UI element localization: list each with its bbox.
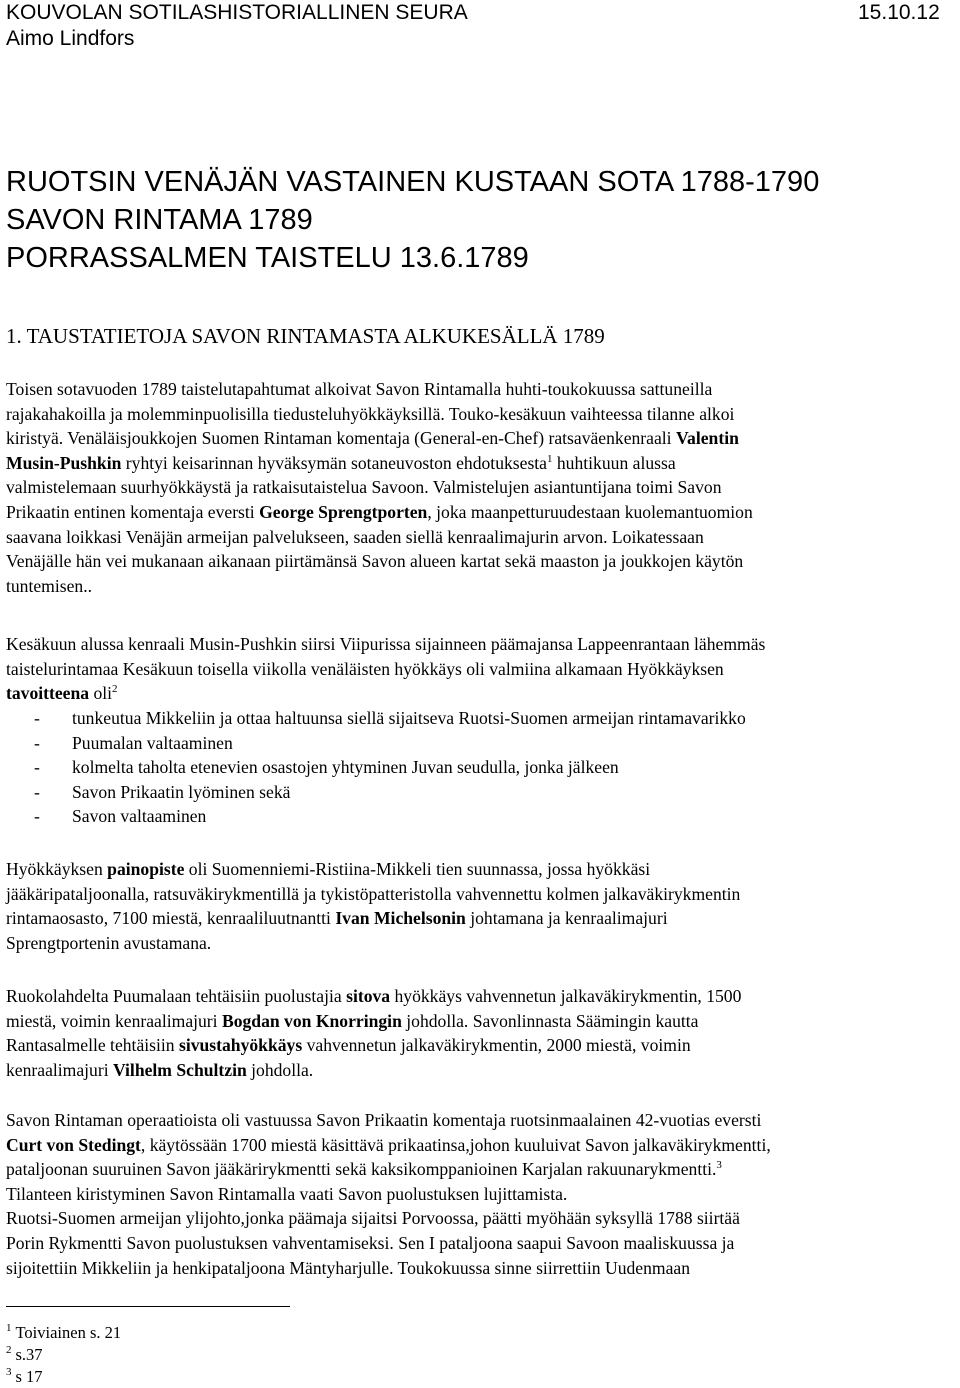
header-author: Aimo Lindfors xyxy=(6,27,135,50)
text-span: huhtikuun alussa xyxy=(552,452,676,473)
list-bullet: - xyxy=(34,806,40,827)
footnote-text: s 17 xyxy=(15,1367,43,1386)
text-span: vahvennetun jalkaväkirykmentin, 2000 miestä, voimin xyxy=(302,1035,691,1056)
footnote-ref[interactable]: 3 xyxy=(716,1159,722,1172)
text-span: johdolla. xyxy=(246,1059,314,1080)
person-name: Vilhelm Schultzin xyxy=(112,1059,247,1080)
text-span: kenraalimajuri xyxy=(6,1059,113,1080)
paragraph-background xyxy=(6,377,956,598)
section-heading: 1. TAUSTATIETOJA SAVON RINTAMASTA ALKUKESÄLLÄ 1789 xyxy=(6,324,605,348)
text-line xyxy=(6,1157,956,1182)
text-line: saavana loikkasi Venäjän armeijan palvelukseen, saaden siellä kenraalimajurin arvon. Loikatessaan xyxy=(6,526,704,547)
paragraph-main-thrust xyxy=(6,857,956,955)
person-name: Ivan Michelsonin xyxy=(335,908,466,929)
list-item xyxy=(6,780,746,805)
text-line xyxy=(6,984,956,1009)
footnote-number: 2 xyxy=(6,1344,12,1356)
footnote-number: 1 xyxy=(6,1322,12,1334)
footnote-divider xyxy=(6,1306,290,1307)
paragraph-secondary-attacks xyxy=(6,984,956,1082)
list-item-text: Savon Prikaatin lyöminen sekä xyxy=(72,781,291,802)
text-span: Prikaatin entinen komentaja eversti xyxy=(6,501,260,522)
text-line: tuntemisen.. xyxy=(6,575,93,596)
list-item-text: tunkeutua Mikkeliin ja ottaa haltuunsa siellä sijaitseva Ruotsi-Suomen armeijan rintamavarikko xyxy=(72,708,746,728)
text-span: johtamana ja kenraalimajuri xyxy=(465,908,668,929)
text-line xyxy=(6,426,956,451)
person-name: Bogdan von Knorringin xyxy=(221,1010,402,1031)
footnote-ref[interactable]: 1 xyxy=(546,452,553,465)
list-bullet: - xyxy=(34,757,40,778)
title-line-3: PORRASSALMEN TAISTELU 13.6.1789 xyxy=(6,242,529,274)
text-line xyxy=(6,500,956,525)
paragraph-swedish-side xyxy=(6,1108,956,1280)
footnote xyxy=(6,1344,121,1366)
footnote-number: 3 xyxy=(6,1366,12,1378)
footnote xyxy=(6,1366,121,1388)
list-bullet: - xyxy=(34,708,40,728)
text-span: oli xyxy=(89,683,113,704)
text-line xyxy=(6,451,956,476)
title-line-1: RUOTSIN VENÄJÄN VASTAINEN KUSTAAN SOTA 1788-1790 xyxy=(6,166,820,198)
text-line: sijoitettiin Mikkeliin ja henkipataljoona Mäntyharjulle. Toukokuussa sinne siirrettiin Uudenmaan xyxy=(6,1257,690,1278)
text-line: Venäjälle hän vei mukanaan aikanaan piirtämänsä Savon alueen kartat sekä maaston ja joukkojen käytön xyxy=(6,551,744,572)
header-org-row xyxy=(6,0,940,26)
text-span: , joka maanpetturuudestaan kuolemantuomion xyxy=(427,501,753,522)
person-name: Musin-Pushkin xyxy=(6,452,122,473)
paragraph-objectives xyxy=(6,632,956,706)
document-title xyxy=(6,163,819,277)
text-line xyxy=(6,1058,956,1083)
text-span: oli Suomenniemi-Ristiina-Mikkeli tien suunnassa, jossa hyökkäsi xyxy=(184,859,651,879)
text-line xyxy=(6,1033,956,1058)
text-span: Ruokolahdelta Puumalaan tehtäisiin puolustajia xyxy=(6,986,347,1006)
text-span: hyökkäys vahvennetun jalkaväkirykmentin, 1500 xyxy=(390,986,742,1006)
list-item xyxy=(6,755,746,780)
text-line xyxy=(6,906,956,931)
text-line: Toisen sotavuoden 1789 taistelutapahtumat alkoivat Savon Rintamalla huhti-toukokuussa sattuneilla xyxy=(6,379,713,399)
list-item-text: Savon valtaaminen xyxy=(72,806,207,827)
text-line: Kesäkuun alussa kenraali Musin-Pushkin siirsi Viipurissa sijainneen päämajansa Lappeenrantaan lähemmäs xyxy=(6,634,766,654)
footnote-text: Toiviainen s. 21 xyxy=(15,1323,122,1342)
text-span: pataljoonan suuruinen Savon jääkärirykmentti sekä kaksikomppanioinen Karjalan rakuunarykmentti. xyxy=(6,1159,717,1180)
text-span: ryhtyi keisarinnan hyväksymän sotaneuvoston ehdotuksesta xyxy=(121,452,547,473)
text-line: Savon Rintaman operaatioista oli vastuussa Savon Prikaatin komentaja ruotsinmaalainen 42-vuotias eversti xyxy=(6,1110,762,1130)
text-span: kiristyä. Venäläisjoukkojen Suomen Rintaman komentaja (General-en-Chef) ratsaväenkenraali xyxy=(6,428,676,449)
list-item-text: Puumalan valtaaminen xyxy=(72,732,233,753)
list-bullet: - xyxy=(34,781,40,802)
text-line: rajakahakoilla ja molemminpuolisilla tiedusteluhyökkäyksillä. Touko-kesäkuun vaihteessa tilanne alkoi xyxy=(6,403,735,424)
text-line: taistelurintamaa Kesäkuun toisella viikolla venäläisten hyökkäys oli valmiina alkamaan Hyökkäyksen xyxy=(6,658,724,679)
title-line-2: SAVON RINTAMA 1789 xyxy=(6,204,313,236)
person-name: Curt von Stedingt xyxy=(6,1134,141,1155)
list-item xyxy=(6,706,746,731)
emphasis: sivustahyökkäys xyxy=(178,1035,303,1056)
text-line: valmistelemaan suurhyökkäystä ja ratkaisutaistelua Savoon. Valmistelujen asiantuntijana toimi Savon xyxy=(6,477,722,498)
list-item xyxy=(6,804,746,829)
header-date: 15.10.12 xyxy=(858,1,940,24)
text-span: miestä, voimin kenraalimajuri xyxy=(6,1010,222,1031)
footnote-text: s.37 xyxy=(15,1345,43,1364)
list-item-text: kolmelta taholta etenevien osastojen yhtyminen Juvan seudulla, jonka jälkeen xyxy=(72,757,619,778)
person-name: George Sprengtporten xyxy=(259,501,428,522)
footnote-ref[interactable]: 2 xyxy=(112,683,118,696)
list-bullet: - xyxy=(34,732,40,753)
header-org: KOUVOLAN SOTILASHISTORIALLINEN SEURA xyxy=(6,1,468,24)
text-line xyxy=(6,1133,956,1158)
text-line: Porin Rykmentti Savon puolustuksen vahventamiseksi. Sen I pataljoona saapui Savoon maaliskuussa ja xyxy=(6,1232,735,1253)
text-span: johdolla. Savonlinnasta Säämingin kautta xyxy=(401,1010,699,1031)
objectives-list xyxy=(6,706,746,829)
text-line xyxy=(6,681,956,706)
text-line: Tilanteen kiristyminen Savon Rintamalla vaati Savon puolustuksen lujittamista. xyxy=(6,1183,568,1204)
list-item xyxy=(6,731,746,756)
text-line: jääkäripataljoonalla, ratsuväkirykmentillä ja tykistöpatteristolla vahvennettu kolmen jalkaväkirykmentin xyxy=(6,883,741,904)
text-line xyxy=(6,1009,956,1034)
emphasis: painopiste xyxy=(107,859,185,879)
text-span: rintamaosasto, 7100 miestä, kenraaliluutnantti xyxy=(6,908,336,929)
footnotes xyxy=(6,1322,121,1388)
footnote xyxy=(6,1322,121,1344)
text-line xyxy=(6,857,956,882)
person-name: Valentin xyxy=(675,428,739,449)
text-span: Hyökkäyksen xyxy=(6,859,108,879)
text-line: Sprengtportenin avustamana. xyxy=(6,932,212,953)
text-span: , käytössään 1700 miestä käsittävä prikaatinsa,johon kuuluivat Savon jalkaväkirykmentti, xyxy=(140,1134,771,1155)
emphasis: sitova xyxy=(346,986,391,1006)
text-line: Ruotsi-Suomen armeijan ylijohto,jonka päämaja sijaitsi Porvoossa, päätti myöhään syksyllä 1788 siirtää xyxy=(6,1208,740,1229)
emphasis: tavoitteena xyxy=(6,683,90,704)
text-span: Rantasalmelle tehtäisiin xyxy=(6,1035,179,1056)
